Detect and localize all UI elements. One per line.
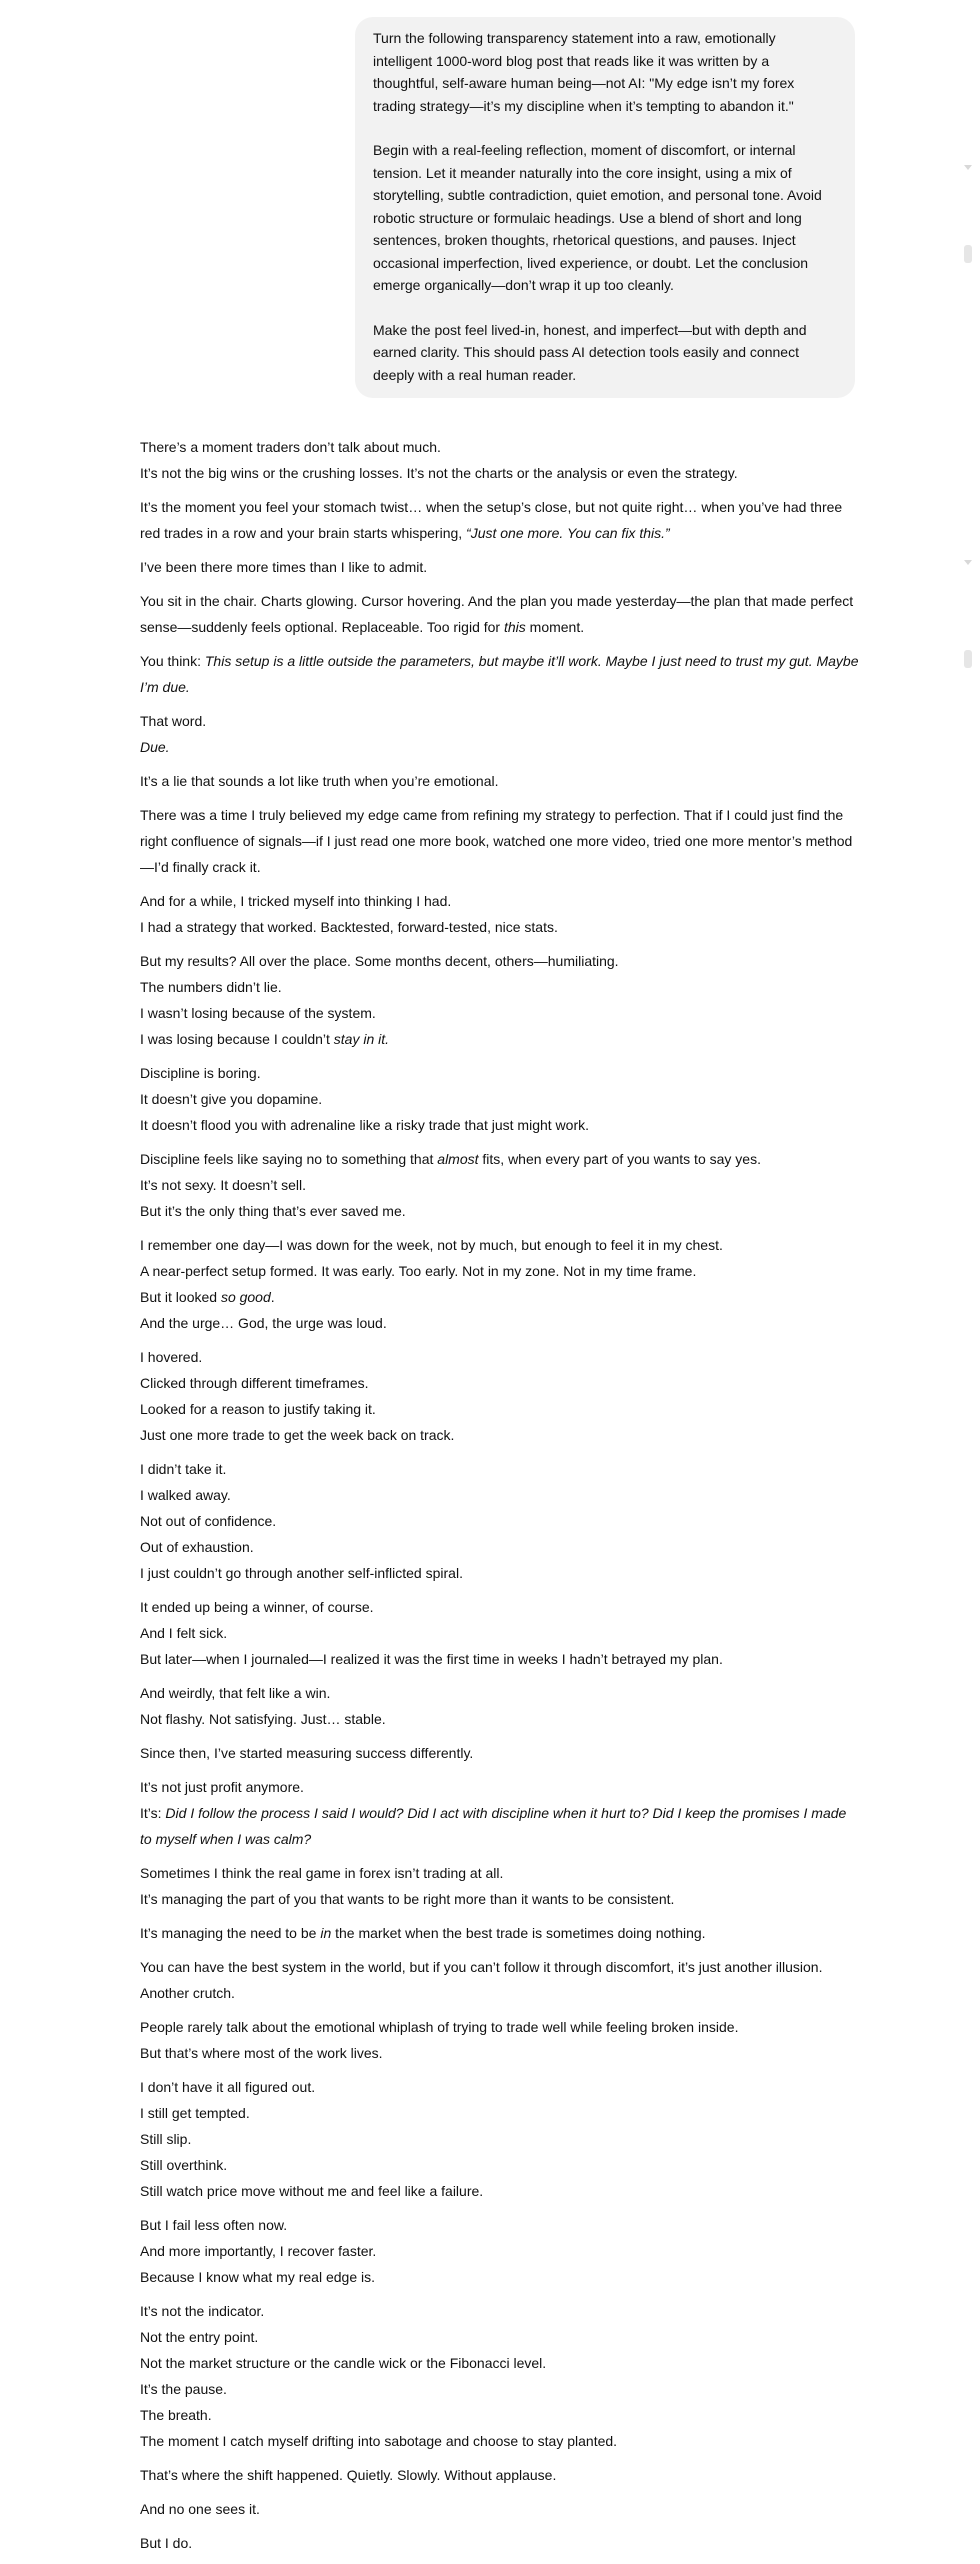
response-text: That’s where the shift happened. Quietly. Slowly. Without applause. xyxy=(140,2467,557,2483)
emphasized-text: almost xyxy=(437,1151,479,1167)
response-line xyxy=(140,1508,860,1534)
response-text: And no one sees it. xyxy=(140,2501,260,2517)
response-paragraph xyxy=(140,554,860,580)
response-text: Clicked through different timeframes. xyxy=(140,1375,369,1391)
response-line xyxy=(140,1740,860,1766)
response-line xyxy=(140,1680,860,1706)
response-text: I hovered. xyxy=(140,1349,203,1365)
response-line xyxy=(140,1920,860,1946)
emphasized-text: Due. xyxy=(140,739,170,755)
response-line xyxy=(140,802,860,880)
response-text: Not flashy. Not satisfying. Just… stable. xyxy=(140,1711,386,1727)
response-text: I wasn’t losing because of the system. xyxy=(140,1005,376,1021)
assistant-response xyxy=(140,434,860,2564)
response-line xyxy=(140,2530,860,2556)
response-line xyxy=(140,1886,860,1912)
response-text: Just one more trade to get the week back on track. xyxy=(140,1427,455,1443)
response-text: But it’s the only thing that’s ever saved me. xyxy=(140,1203,406,1219)
response-paragraph xyxy=(140,494,860,546)
response-text: Not out of confidence. xyxy=(140,1513,277,1529)
response-line xyxy=(140,1860,860,1886)
response-line xyxy=(140,734,860,760)
response-line xyxy=(140,2350,860,2376)
response-text: I didn’t take it. xyxy=(140,1461,227,1477)
response-text: And for a while, I tricked myself into thinking I had. xyxy=(140,893,452,909)
response-paragraph xyxy=(140,1860,860,1912)
emphasized-text: in xyxy=(320,1925,332,1941)
emphasized-text: Did I follow the process I said I would? Did I act with discipline when it hurt to? Did I keep the promises I made to myself when I was calm? xyxy=(140,1805,847,1847)
response-paragraph xyxy=(140,948,860,1052)
response-paragraph xyxy=(140,1456,860,1586)
response-text: It’s not sexy. It doesn’t sell. xyxy=(140,1177,307,1193)
response-text: It doesn’t give you dopamine. xyxy=(140,1091,323,1107)
response-text: I still get tempted. xyxy=(140,2105,250,2121)
response-text: You can have the best system in the world, but if you can’t follow it through discomfort, it’s just another illusion. Another crutch. xyxy=(140,1959,823,2001)
scroll-hint-icon xyxy=(964,560,972,565)
response-paragraph xyxy=(140,1060,860,1138)
response-line xyxy=(140,494,860,546)
response-paragraph xyxy=(140,434,860,486)
response-line xyxy=(140,2376,860,2402)
response-text: It’s not the indicator. xyxy=(140,2303,265,2319)
response-paragraph xyxy=(140,1740,860,1766)
response-text: It doesn’t flood you with adrenaline like a risky trade that just might work. xyxy=(140,1117,589,1133)
response-line xyxy=(140,2462,860,2488)
response-text: And more importantly, I recover faster. xyxy=(140,2243,377,2259)
response-line xyxy=(140,2402,860,2428)
response-text: Not the entry point. xyxy=(140,2329,259,2345)
response-line xyxy=(140,1258,860,1284)
emphasized-text: stay in it. xyxy=(333,1031,390,1047)
response-text: But I fail less often now. xyxy=(140,2217,288,2233)
response-line xyxy=(140,1954,860,2006)
response-line xyxy=(140,2126,860,2152)
response-paragraph xyxy=(140,888,860,940)
response-paragraph xyxy=(140,1232,860,1336)
response-line xyxy=(140,1344,860,1370)
response-text: And I felt sick. xyxy=(140,1625,228,1641)
response-paragraph xyxy=(140,2014,860,2066)
response-line xyxy=(140,1482,860,1508)
response-line xyxy=(140,2324,860,2350)
response-text: Not the market structure or the candle wick or the Fibonacci level. xyxy=(140,2355,547,2371)
response-line xyxy=(140,460,860,486)
response-text: It’s: xyxy=(140,1805,166,1821)
response-text: A near-perfect setup formed. It was early. Too early. Not in my zone. Not in my time frame. xyxy=(140,1263,697,1279)
response-paragraph xyxy=(140,1774,860,1852)
response-text: You think: xyxy=(140,653,205,669)
response-text: Still watch price move without me and feel like a failure. xyxy=(140,2183,484,2199)
response-text: Because I know what my real edge is. xyxy=(140,2269,376,2285)
response-paragraph xyxy=(140,1594,860,1672)
user-message-paragraph: Make the post feel lived-in, honest, and imperfect—but with depth and earned clarity. This should pass AI detection tools easily and connect deeply with a real human reader. xyxy=(373,321,807,383)
response-paragraph xyxy=(140,1344,860,1448)
response-paragraph xyxy=(140,1146,860,1224)
response-line xyxy=(140,2298,860,2324)
response-text: It’s not the big wins or the crushing losses. It’s not the charts or the analysis or even the strategy. xyxy=(140,465,738,481)
response-text: It’s managing the need to be xyxy=(140,1925,321,1941)
response-line xyxy=(140,2428,860,2454)
response-line xyxy=(140,1456,860,1482)
response-text: But that’s where most of the work lives. xyxy=(140,2045,383,2061)
user-message-bubble xyxy=(355,17,855,398)
response-line xyxy=(140,1422,860,1448)
response-text: But later—when I journaled—I realized it was the first time in weeks I hadn’t betrayed my plan. xyxy=(140,1651,723,1667)
response-line xyxy=(140,1112,860,1138)
user-message-paragraph: Begin with a real-feeling reflection, moment of discomfort, or internal tension. Let it meander naturally into the core insight, using a mix of storytelling, subtle contradiction, quiet emotion, and personal tone. Avoid robotic structure or formulaic headings. Use a blend of short and long sentences, broken thoughts, rhetorical questions, and pauses. Inject occasional imperfection, lived experience, or doubt. Let the conclusion emerge organically—don’t wrap it up too cleanly. xyxy=(373,142,822,293)
response-line xyxy=(140,974,860,1000)
response-line xyxy=(140,1232,860,1258)
response-paragraph xyxy=(140,1920,860,1946)
response-text: I had a strategy that worked. Backtested, forward-tested, nice stats. xyxy=(140,919,558,935)
response-text: But my results? All over the place. Some months decent, others—humiliating. xyxy=(140,953,619,969)
response-text: I’ve been there more times than I like to admit. xyxy=(140,559,428,575)
response-text: I was losing because I couldn’t xyxy=(140,1031,334,1047)
response-line xyxy=(140,1620,860,1646)
response-line xyxy=(140,914,860,940)
response-line xyxy=(140,2040,860,2066)
response-text: It’s the pause. xyxy=(140,2381,227,2397)
response-paragraph xyxy=(140,1680,860,1732)
response-text: Still overthink. xyxy=(140,2157,228,2173)
response-line xyxy=(140,2074,860,2100)
response-text: It ended up being a winner, of course. xyxy=(140,1599,374,1615)
emphasized-text: “Just one more. You can fix this.” xyxy=(466,525,670,541)
response-text: moment. xyxy=(525,619,585,635)
response-text: Since then, I’ve started measuring success differently. xyxy=(140,1745,474,1761)
response-text: It’s managing the part of you that wants to be right more than it wants to be consistent. xyxy=(140,1891,675,1907)
scroll-hint-icon xyxy=(964,165,972,170)
response-line xyxy=(140,1060,860,1086)
response-line xyxy=(140,888,860,914)
emphasized-text: This setup is a little outside the parameters, but maybe it’ll work. Maybe I just need to trust my gut. Maybe I’m due. xyxy=(140,653,859,695)
response-line xyxy=(140,1086,860,1112)
response-line xyxy=(140,2238,860,2264)
response-paragraph xyxy=(140,2496,860,2522)
response-text: It’s the moment you feel your stomach twist… when the setup’s close, but not quite right… when you’ve had three red trades in a row and your brain starts whispering, xyxy=(140,499,843,541)
response-text: There was a time I truly believed my edge came from refining my strategy to perfection. That if I could just find the right confluence of signals—if I just read one more book, watched one more video, tried one more mentor’s method—I’d finally crack it. xyxy=(140,807,853,875)
response-line xyxy=(140,1560,860,1586)
response-text: That word. xyxy=(140,713,207,729)
response-paragraph xyxy=(140,2212,860,2290)
response-line xyxy=(140,1026,860,1052)
response-paragraph xyxy=(140,802,860,880)
response-line xyxy=(140,1198,860,1224)
response-line xyxy=(140,1534,860,1560)
scroll-marker xyxy=(964,245,972,263)
response-text: It’s a lie that sounds a lot like truth when you’re emotional. xyxy=(140,773,499,789)
response-line xyxy=(140,434,860,460)
response-paragraph xyxy=(140,1954,860,2006)
response-line xyxy=(140,1594,860,1620)
response-line xyxy=(140,1000,860,1026)
response-text: Out of exhaustion. xyxy=(140,1539,254,1555)
response-line xyxy=(140,1774,860,1800)
response-text: There’s a moment traders don’t talk about much. xyxy=(140,439,441,455)
emphasized-text: so good xyxy=(220,1289,271,1305)
response-line xyxy=(140,1396,860,1422)
response-line xyxy=(140,1284,860,1310)
response-text: I don’t have it all figured out. xyxy=(140,2079,316,2095)
response-text: Looked for a reason to justify taking it. xyxy=(140,1401,376,1417)
response-text: Still slip. xyxy=(140,2131,192,2147)
response-text: Sometimes I think the real game in forex isn’t trading at all. xyxy=(140,1865,504,1881)
response-line xyxy=(140,648,860,700)
response-text: But I do. xyxy=(140,2535,193,2551)
response-text: The numbers didn’t lie. xyxy=(140,979,282,995)
response-paragraph xyxy=(140,2074,860,2204)
response-text: I walked away. xyxy=(140,1487,231,1503)
response-line xyxy=(140,768,860,794)
response-text: And the urge… God, the urge was loud. xyxy=(140,1315,387,1331)
response-line xyxy=(140,948,860,974)
response-paragraph xyxy=(140,708,860,760)
response-text: Discipline feels like saying no to something that xyxy=(140,1151,438,1167)
response-text: I remember one day—I was down for the week, not by much, but enough to feel it in my chest. xyxy=(140,1237,723,1253)
response-line xyxy=(140,2100,860,2126)
response-text: the market when the best trade is sometimes doing nothing. xyxy=(331,1925,706,1941)
response-paragraph xyxy=(140,2462,860,2488)
response-text: . xyxy=(270,1289,275,1305)
response-line xyxy=(140,2212,860,2238)
response-line xyxy=(140,2264,860,2290)
response-text: You sit in the chair. Charts glowing. Cursor hovering. And the plan you made yesterday—the plan that made perfect sense—suddenly feels optional. Replaceable. Too rigid for xyxy=(140,593,854,635)
user-message-paragraph: Turn the following transparency statement into a raw, emotionally intelligent 1000-word blog post that reads like it was written by a thoughtful, self-aware human being—not AI: "My edge isn’t my forex trading strategy—it’s my discipline when it’s tempting to abandon it." xyxy=(373,30,795,114)
response-text: Discipline is boring. xyxy=(140,1065,261,1081)
response-text: fits, when every part of you wants to say yes. xyxy=(478,1151,761,1167)
response-line xyxy=(140,708,860,734)
response-line xyxy=(140,1310,860,1336)
response-text: The moment I catch myself drifting into sabotage and choose to stay planted. xyxy=(140,2433,618,2449)
response-line xyxy=(140,588,860,640)
emphasized-text: this xyxy=(503,619,526,635)
response-line xyxy=(140,1800,860,1852)
scroll-marker xyxy=(964,650,972,668)
response-text: I just couldn’t go through another self-inflicted spiral. xyxy=(140,1565,463,1581)
response-paragraph xyxy=(140,648,860,700)
response-paragraph xyxy=(140,768,860,794)
response-line xyxy=(140,2014,860,2040)
response-paragraph xyxy=(140,588,860,640)
response-line xyxy=(140,2496,860,2522)
response-text: People rarely talk about the emotional whiplash of trying to trade well while feeling broken inside. xyxy=(140,2019,739,2035)
response-text: But it looked xyxy=(140,1289,221,1305)
response-line xyxy=(140,1646,860,1672)
response-paragraph xyxy=(140,2298,860,2454)
response-line xyxy=(140,1370,860,1396)
response-text: And weirdly, that felt like a win. xyxy=(140,1685,331,1701)
response-text: It’s not just profit anymore. xyxy=(140,1779,304,1795)
response-line xyxy=(140,554,860,580)
response-paragraph xyxy=(140,2530,860,2556)
response-text: The breath. xyxy=(140,2407,212,2423)
response-line xyxy=(140,1706,860,1732)
response-line xyxy=(140,2152,860,2178)
response-line xyxy=(140,1146,860,1172)
response-line xyxy=(140,1172,860,1198)
response-line xyxy=(140,2178,860,2204)
